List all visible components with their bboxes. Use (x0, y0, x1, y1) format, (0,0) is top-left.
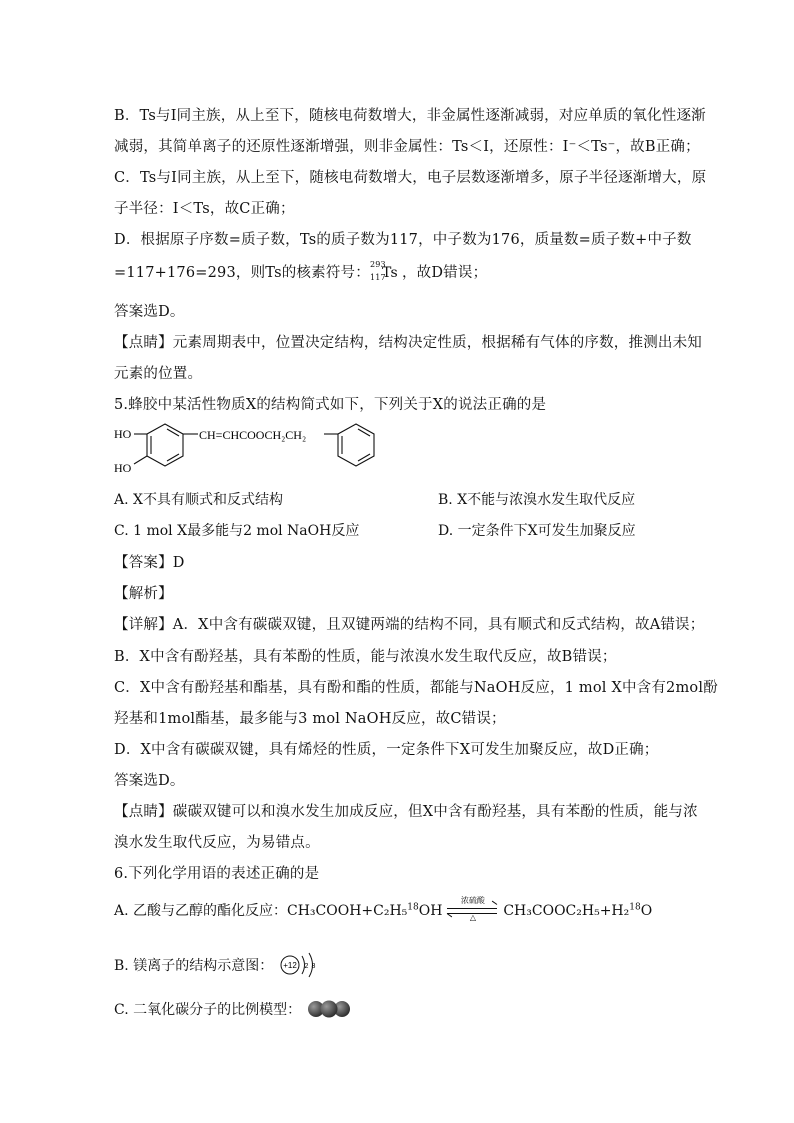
option-5c: C. 1 mol X最多能与2 mol NaOH反应 (114, 523, 360, 539)
answer-line: 答案选D。 (114, 304, 185, 320)
question-5-stem: 5.蜂胶中某活性物质X的结构简式如下，下列关于X的说法正确的是 (114, 397, 547, 413)
shell-electrons-2: 8 (311, 963, 316, 970)
tip-line-2: 元素的位置。 (114, 366, 203, 382)
tip-line-3: 【点睛】碳碳双键可以和溴水发生加成反应，但X中含有酚羟基，具有苯酚的性质，能与浓 (114, 804, 698, 820)
shell-electrons-1: 2 (304, 963, 309, 970)
benzene-ring-left (147, 424, 183, 466)
analysis-label: 【解析】 (114, 586, 173, 602)
element-symbol: Ts (381, 265, 398, 281)
option-5a: A. X不具有顺式和反式结构 (114, 492, 283, 508)
detail-line-a: 【详解】A．X中含有碳碳双键，且双键两端的结构不同，具有顺式和反式结构，故A错误； (114, 617, 705, 633)
hydroxyl-label-2: HO (114, 461, 132, 475)
answer-line-2: 答案选D。 (114, 773, 185, 789)
text-segment: CH₃COOC₂H₅+H₂ (503, 903, 630, 919)
explanation-line-b2: 减弱，其简单离子的还原性逐渐增强，则非金属性：Ts＜I，还原性：I⁻＜Ts⁻，故B正确； (114, 139, 700, 155)
side-chain-label: CH=CHCOOCH₂CH₂ (199, 428, 307, 442)
question-6-stem: 6.下列化学用语的表述正确的是 (114, 866, 320, 882)
explanation-line-c1: C．Ts与I同主族，从上至下，随核电荷数增大，电子层数逐渐增多，原子半径逐渐增大，原 (114, 170, 707, 186)
molecule-structure (112, 420, 382, 480)
text-segment: OH (418, 903, 443, 919)
atomic-number: 117 (369, 273, 386, 282)
mass-number: 293 (369, 260, 386, 269)
reversible-arrow (447, 896, 499, 923)
detail-line-d: D．X中含有碳碳双键，具有烯烃的性质，一定条件下X可发生加聚反应，故D正确； (114, 742, 659, 758)
bond (134, 456, 147, 464)
text-segment: O (640, 903, 653, 919)
detail-line-c2: 羟基和1mol酯基，最多能与3 mol NaOH反应，故C错误； (114, 711, 506, 727)
co2-space-filling-model (306, 998, 352, 1020)
nucleus-charge: +12 (282, 961, 297, 970)
hydroxyl-label-1: HO (114, 427, 132, 441)
tip-line-1: 【点睛】元素周期表中，位置决定结构，结构决定性质，根据稀有气体的序数，推测出未知 (114, 335, 702, 351)
nuclide-symbol (369, 260, 402, 282)
option-5b: B. X不能与浓溴水发生取代反应 (438, 492, 636, 508)
detail-line-b: B．X中含有酚羟基，具有苯酚的性质，能与浓溴水发生取代反应，故B错误； (114, 649, 617, 665)
isotope-superscript: 18 (629, 902, 641, 913)
option-5d: D. 一定条件下X可发生加聚反应 (438, 523, 636, 539)
text-segment: ，故D错误； (401, 265, 488, 281)
explanation-line-d2 (114, 261, 487, 282)
text-segment: =117+176=293，则Ts的核素符号： (114, 265, 370, 281)
text-segment: C. 二氧化碳分子的比例模型： (114, 1002, 302, 1018)
atom (320, 1001, 337, 1018)
isotope-superscript: 18 (407, 902, 419, 913)
explanation-line-d1: D．根据原子序数=质子数，Ts的质子数为117，中子数为176，质量数=质子数+中子数 (114, 232, 692, 248)
explanation-line-b1: B．Ts与I同主族，从上至下，随核电荷数增大，非金属性逐渐减弱，对应单质的氧化性逐渐 (114, 108, 706, 124)
text-segment: B. 镁离子的结构示意图： (114, 958, 274, 974)
detail-line-c1: C．X中含有酚羟基和酯基，具有酚和酯的性质，都能与NaOH反应，1 mol X中含有2mol酚 (114, 680, 718, 696)
benzene-ring-right (338, 424, 374, 466)
reaction-condition-top: 浓硫酸 (460, 896, 485, 905)
option-6c (114, 998, 352, 1020)
option-6b (114, 950, 324, 980)
answer-label: 【答案】D (114, 555, 185, 571)
tip-line-4: 溴水发生取代反应，为易错点。 (114, 835, 320, 851)
reaction-condition-bottom: △ (469, 913, 476, 922)
ion-structure-diagram (278, 950, 324, 980)
option-6a (114, 896, 653, 923)
text-segment: A. 乙酸与乙醇的酯化反应：CH₃COOH+C₂H₅ (114, 903, 408, 919)
explanation-line-c2: 子半径：I＜Ts，故C正确； (114, 201, 295, 217)
